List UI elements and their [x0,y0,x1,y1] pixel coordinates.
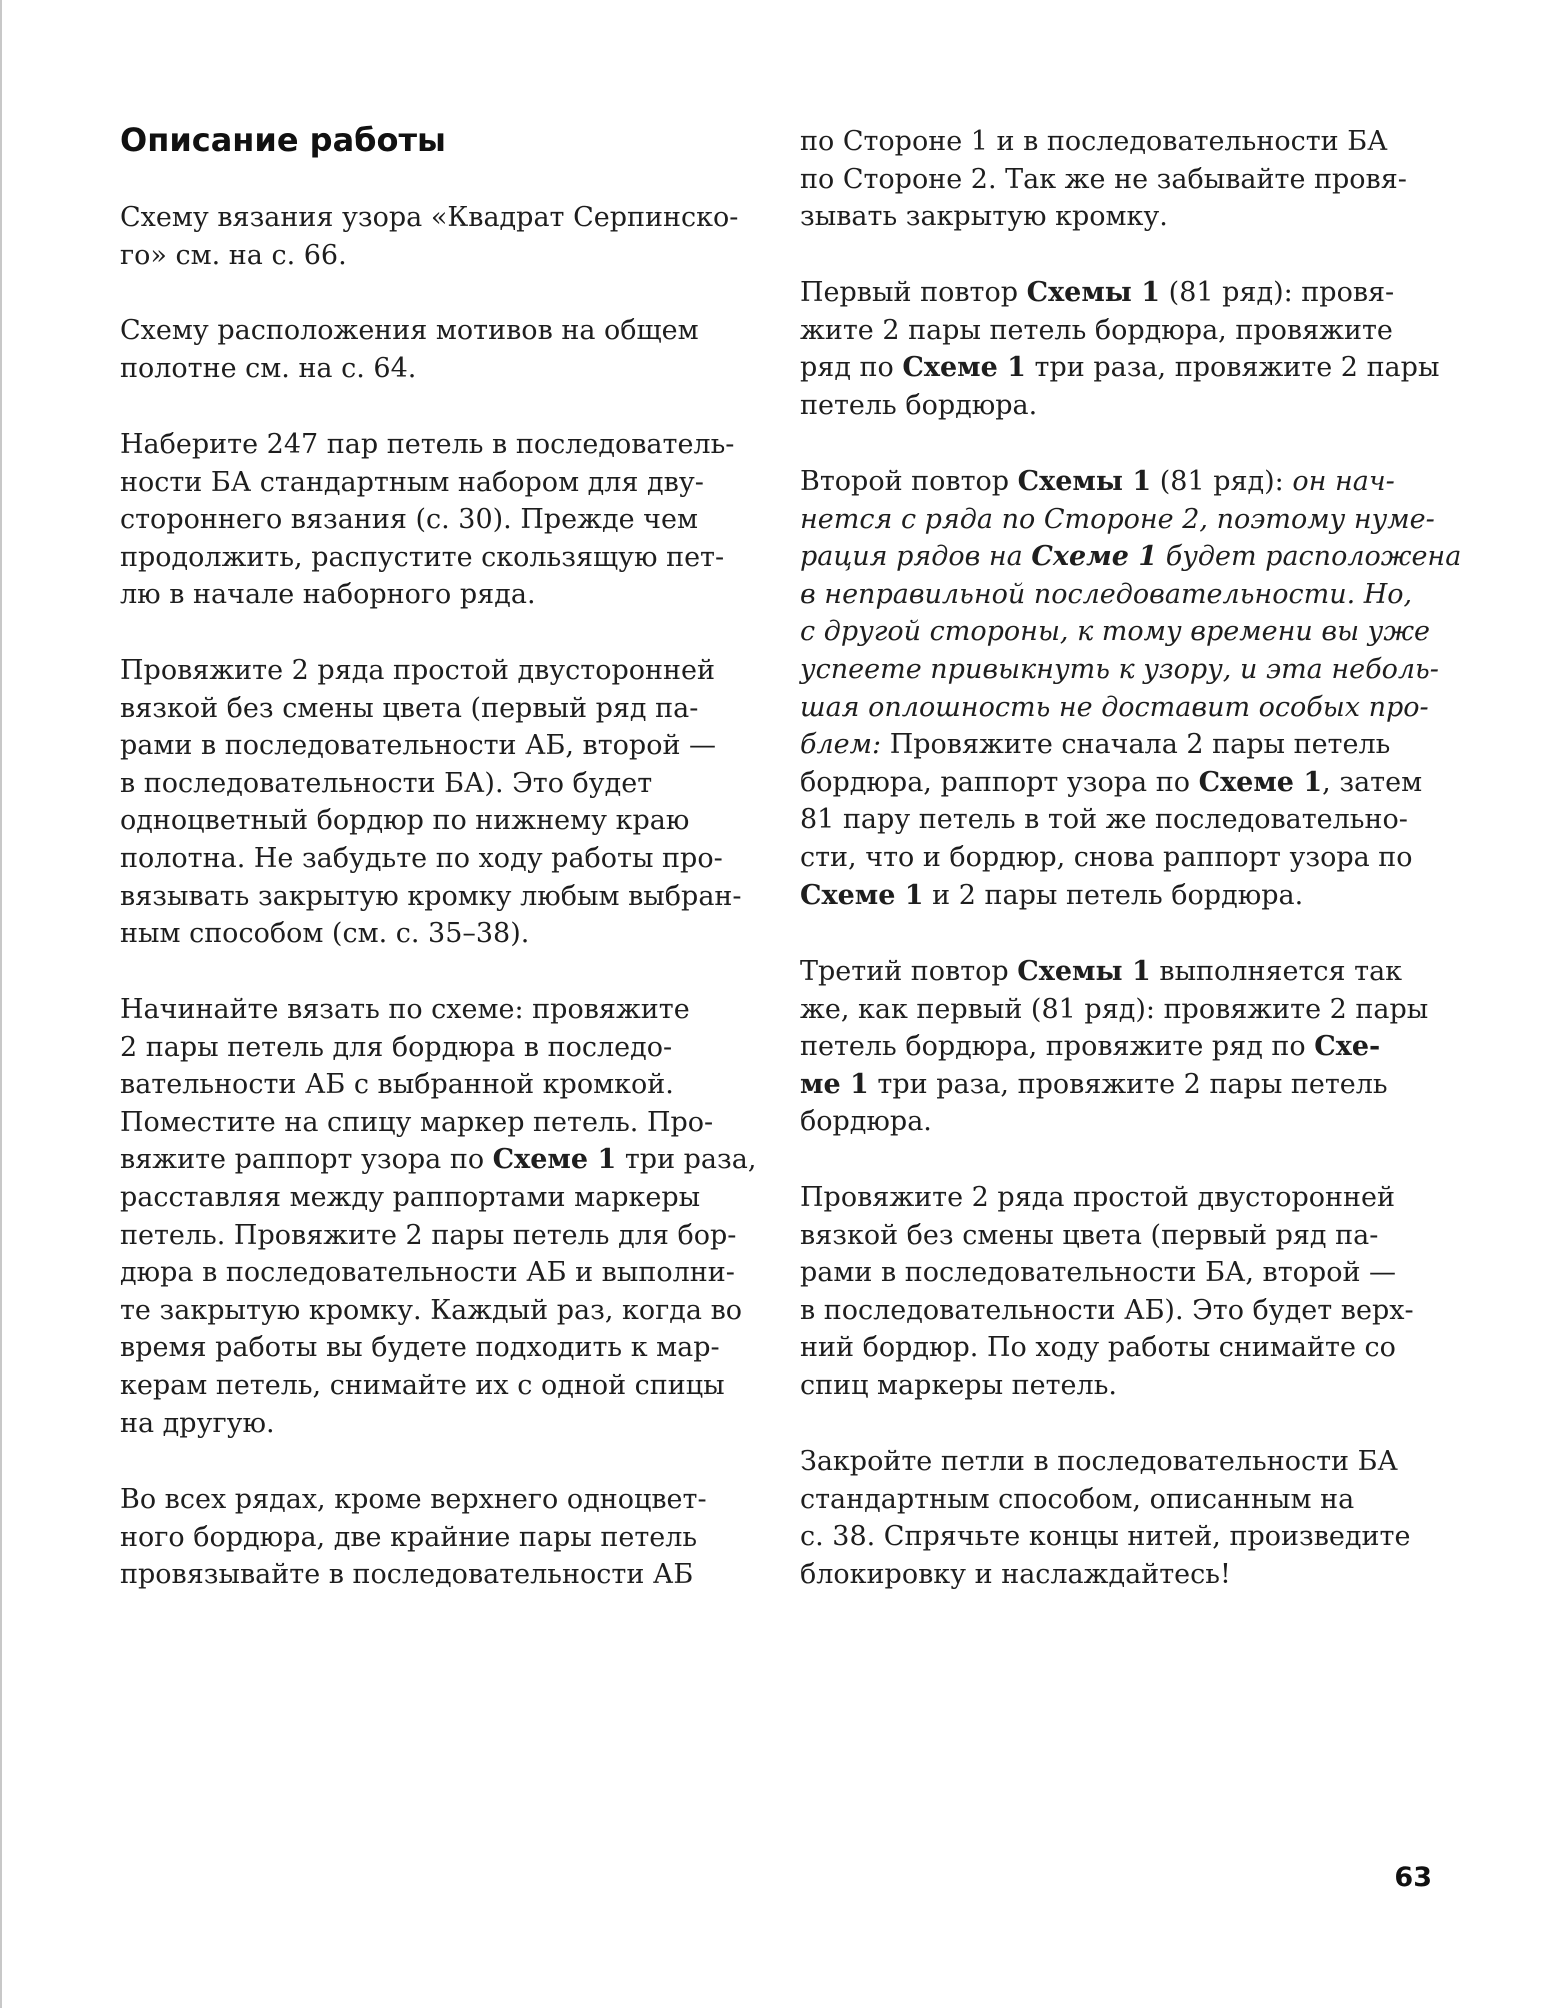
text-line: Провяжите 2 ряда простой двусторонней [120,655,715,686]
paragraph [800,1179,1414,1405]
text-line: на другую. [120,1407,275,1439]
text-line: Провяжите 2 ряда простой двусторонней [800,1182,1395,1213]
text-line: 2 пары петель для бордюра в последо- [120,1031,673,1063]
text-line: расставляя между раппортами маркеры [120,1181,701,1213]
text-line: ме 1 три раза, провяжите 2 пары петель [800,1068,1388,1100]
text-line: бордюра. [800,1106,932,1138]
text-line: блем: Провяжите сначала 2 пары петель [800,729,1391,761]
text-line: вязкой без смены цвета (первый ряд па- [800,1219,1379,1251]
text-line: ний бордюр. По ходу работы снимайте со [800,1332,1396,1364]
text-line: ного бордюра, две крайние пары петель [120,1521,698,1553]
text-line: керам петель, снимайте их с одной спицы [120,1369,725,1401]
text-line: сти, что и бордюр, снова раппорт узора по [800,841,1413,873]
text-line: Схеме 1 и 2 пары петель бордюра. [800,879,1304,911]
text-line: Закройте петли в последовательности БА [800,1446,1398,1477]
text-line: Наберите 247 пар петель в последователь- [120,429,735,460]
text-line: петель бордюра, провяжите ряд по Схе- [800,1031,1381,1063]
text-line: продолжить, распустите скользящую пет- [120,541,725,573]
text-line: петель бордюра. [800,389,1038,421]
text-line: нется с ряда по Стороне 2, поэтому нуме- [800,503,1435,535]
text-line: же, как первый (81 ряд): провяжите 2 пары [800,993,1429,1025]
text-line: с другой стороны, к тому времени вы уже [800,616,1431,648]
text-line: одноцветный бордюр по нижнему краю [120,805,690,837]
text-line: дюра в последовательности АБ и выполни- [120,1257,735,1289]
paragraph [120,991,756,1442]
paragraph [120,426,734,614]
text-line: в последовательности АБ). Это будет верх- [800,1294,1414,1326]
text-line: го» см. на с. 66. [120,239,347,271]
text-line: стороннего вязания (с. 30). Прежде чем [120,504,699,536]
text-line: стандартным способом, описанным на [800,1483,1355,1515]
text-line: ряд по Схеме 1 три раза, провяжите 2 пары [800,352,1440,384]
text-line: ности БА стандартным набором для дву- [120,466,704,498]
text-line: вяжите раппорт узора по Схеме 1 три раза, [120,1144,757,1176]
text-line: 81 пару петель в той же последовательно- [800,804,1408,836]
paragraph [800,1443,1410,1593]
paragraph [800,123,1407,236]
paragraph [120,199,738,274]
text-line: блокировку и наслаждайтесь! [800,1558,1231,1590]
text-line: спиц маркеры петель. [800,1369,1117,1401]
text-line: Во всех рядах, кроме верхнего одноцвет- [120,1484,707,1515]
text-line: те закрытую кромку. Каждый раз, когда во [120,1294,743,1326]
section-heading: Описание работы [120,121,446,159]
page-edge-line [0,0,2,2008]
text-line: Схему вязания узора «Квадрат Серпинско- [120,202,739,233]
text-line: провязывайте в последовательности АБ [120,1559,694,1591]
text-line: рами в последовательности АБ, второй — [120,730,717,762]
text-line: полотне см. на с. 64. [120,352,417,384]
text-line: Первый повтор Схемы 1 (81 ряд): провя- [800,277,1395,308]
paragraph [120,1481,707,1594]
text-line: Второй повтор Схемы 1 (81 ряд): он нач- [800,466,1395,497]
text-line: Третий повтор Схемы 1 выполняется так [800,956,1403,987]
text-line: жите 2 пары петель бордюра, провяжите [800,314,1393,346]
text-line: вязкой без смены цвета (первый ряд па- [120,692,699,724]
paragraph [120,652,742,953]
text-line: зывать закрытую кромку. [800,201,1168,233]
text-line: в неправильной последовательности. Но, [800,578,1413,610]
text-line: лю в начале наборного ряда. [120,579,536,611]
text-line: время работы вы будете подходить к мар- [120,1332,720,1364]
text-line: рами в последовательности БА, второй — [800,1257,1397,1289]
text-line: Начинайте вязать по схеме: провяжите [120,994,690,1025]
text-line: по Стороне 1 и в последовательности БА [800,126,1388,157]
paragraph [800,463,1461,914]
text-line: с. 38. Спрячьте концы нитей, произведите [800,1521,1411,1553]
text-line: петель. Провяжите 2 пары петель для бор- [120,1219,737,1251]
text-line: шая оплошность не доставит особых про- [800,691,1429,723]
paragraph [120,312,699,387]
paragraph [800,274,1439,424]
text-line: вательности АБ с выбранной кромкой. [120,1069,674,1101]
text-line: вязывать закрытую кромку любым выбран- [120,880,742,912]
text-line: Поместите на спицу маркер петель. Про- [120,1106,714,1138]
text-line: полотна. Не забудьте по ходу работы про- [120,842,723,874]
page-number: 63 [1394,1862,1432,1893]
text-line: успеете привыкнуть к узору, и эта неболь- [800,653,1439,685]
text-line: Схему расположения мотивов на общем [120,315,699,346]
text-line: в последовательности БА). Это будет [120,767,653,799]
text-line: ным способом (см. с. 35–38). [120,918,530,950]
text-line: рация рядов на Схеме 1 будет расположена [800,541,1462,573]
text-line: бордюра, раппорт узора по Схеме 1, затем [800,766,1423,798]
text-line: по Стороне 2. Так же не забывайте провя- [800,163,1407,195]
paragraph [800,953,1428,1141]
